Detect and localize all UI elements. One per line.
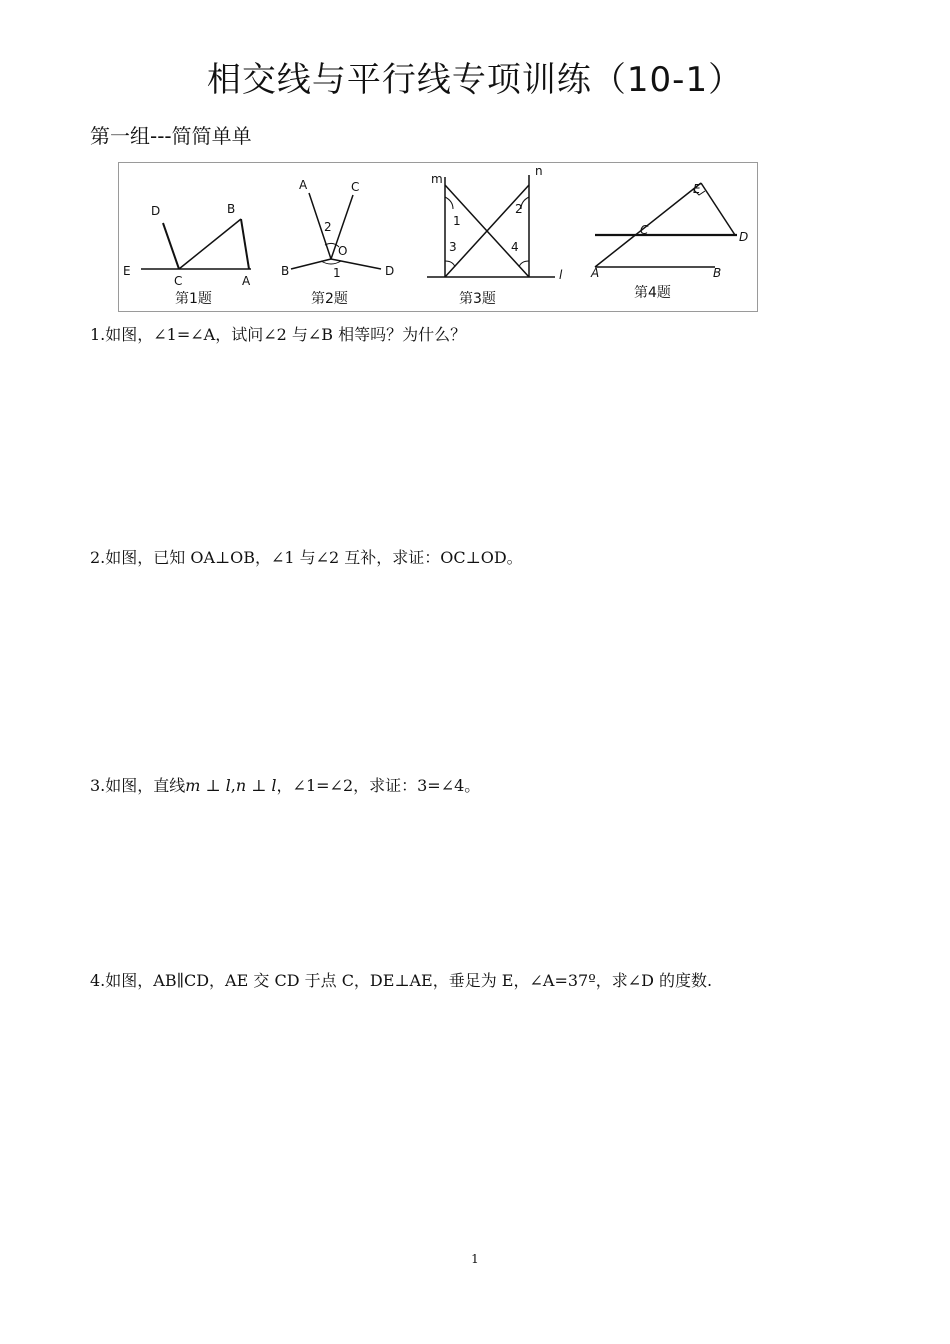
fig3-label-l: l [559, 268, 563, 282]
question-3 [90, 773, 480, 796]
fig1-label-c: C [174, 274, 183, 288]
fig4-label-b: B [713, 266, 722, 280]
question-4-text: 如图，AB∥CD，AE 交 CD 于点 C，DE⊥AE，垂足为 E，∠A=37º，求∠D 的度数. [105, 971, 713, 990]
fig2-label-c: C [351, 180, 360, 194]
question-3-comma: , [230, 776, 236, 795]
question-3-suffix: ，∠1=∠2，求证：3=∠4。 [276, 776, 481, 795]
question-1-number: 1. [90, 325, 106, 344]
figures-svg [119, 163, 759, 313]
fig3-arc-1 [445, 197, 453, 209]
page-title: 相交线与平行线专项训练（10-1） [206, 60, 744, 100]
fig3-label-3: 3 [449, 240, 457, 254]
fig3-label-1: 1 [453, 214, 461, 228]
question-3-prefix: 如图，直线 [105, 776, 186, 795]
fig1-label-d: D [151, 204, 161, 218]
question-4 [90, 968, 712, 991]
question-3-m: m [185, 776, 201, 795]
fig2-label-a: A [299, 178, 308, 192]
question-2 [90, 545, 523, 568]
figure-2 [291, 193, 381, 269]
figures-panel [118, 162, 758, 312]
fig3-arc-3 [445, 261, 455, 267]
fig3-label-4: 4 [511, 240, 519, 254]
question-3-l-1: l [225, 776, 231, 795]
fig2-label-b: B [281, 264, 290, 278]
fig1-caption: 第1题 [175, 291, 212, 307]
fig1-line-ba [241, 219, 249, 269]
fig4-label-e: E [693, 182, 701, 196]
fig1-label-e: E [123, 264, 131, 278]
fig3-label-2: 2 [515, 202, 523, 216]
question-1-text: 如图，∠1=∠A，试问∠2 与∠B 相等吗？为什么？ [105, 325, 467, 344]
fig4-caption: 第4题 [634, 285, 671, 301]
figure-3 [427, 175, 555, 277]
fig4-label-c: C [640, 223, 649, 237]
figure-1 [141, 219, 251, 269]
question-3-l-2: l [271, 776, 277, 795]
fig3-arc-4 [519, 261, 529, 267]
fig3-label-n: n [535, 164, 543, 178]
fig2-label-2: 2 [324, 220, 332, 234]
figure-4 [595, 183, 737, 267]
question-4-number: 4. [90, 971, 106, 990]
question-3-n: n [235, 776, 247, 795]
question-2-text: 如图，已知 OA⊥OB，∠1 与∠2 互补，求证：OC⊥OD。 [105, 548, 523, 567]
fig2-caption: 第2题 [311, 291, 348, 307]
fig2-label-1: 1 [333, 266, 341, 280]
fig1-line-dc [163, 223, 179, 269]
fig1-label-a: A [242, 274, 251, 288]
fig3-label-m: m [431, 172, 443, 186]
question-3-perp-2: ⊥ [246, 776, 272, 795]
fig4-line-ed [701, 183, 735, 235]
question-1 [90, 322, 466, 345]
question-2-number: 2. [90, 548, 106, 567]
question-3-number: 3. [90, 776, 106, 795]
question-3-perp-1: ⊥ [200, 776, 226, 795]
fig4-label-a: A [591, 266, 600, 280]
section-title: 第一组---简简单单 [90, 124, 252, 148]
fig2-label-o: O [338, 244, 348, 258]
fig1-line-cb [179, 219, 241, 269]
fig3-caption: 第3题 [459, 291, 496, 307]
fig2-line-ob [291, 259, 331, 269]
fig4-label-d: D [739, 230, 749, 244]
page-number: 1 [471, 1252, 479, 1266]
fig2-label-d: D [385, 264, 395, 278]
fig1-label-b: B [227, 202, 236, 216]
